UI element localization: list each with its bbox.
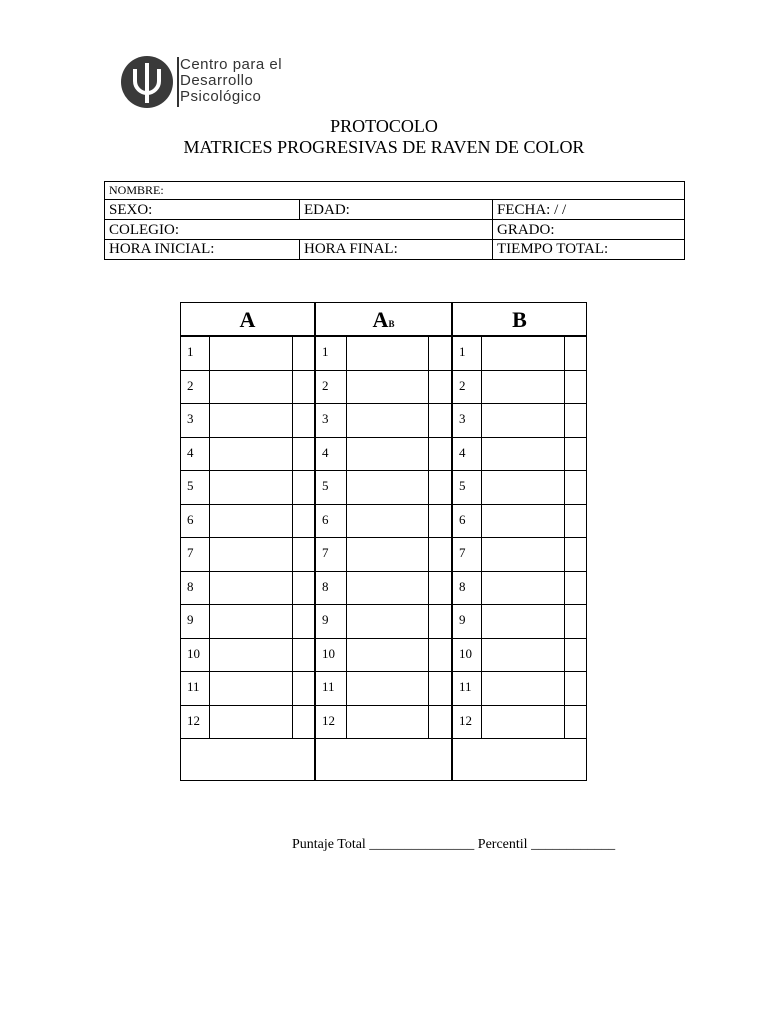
item-number: 12 bbox=[459, 712, 472, 728]
answer-row bbox=[316, 706, 451, 740]
sexo-field[interactable]: SEXO: bbox=[109, 202, 153, 218]
score-cell[interactable] bbox=[429, 538, 451, 571]
answer-cell[interactable] bbox=[210, 505, 292, 538]
answer-row bbox=[453, 639, 586, 673]
answer-row bbox=[453, 572, 586, 606]
answer-row bbox=[453, 337, 586, 371]
score-cell[interactable] bbox=[565, 572, 586, 605]
item-number: 2 bbox=[187, 377, 194, 393]
item-number: 1 bbox=[459, 344, 466, 359]
score-cell[interactable] bbox=[429, 572, 451, 605]
answer-row bbox=[181, 672, 314, 706]
score-cell[interactable] bbox=[293, 337, 314, 370]
score-cell[interactable] bbox=[293, 371, 314, 404]
item-number: 8 bbox=[459, 578, 466, 594]
answer-row bbox=[181, 538, 314, 572]
score-cell[interactable] bbox=[565, 438, 586, 471]
answer-cell[interactable] bbox=[210, 471, 292, 504]
item-number: 12 bbox=[187, 712, 200, 728]
item-number: 7 bbox=[187, 545, 194, 560]
answer-cell[interactable] bbox=[482, 572, 564, 605]
item-number: 11 bbox=[322, 679, 335, 694]
column-header-label: A bbox=[372, 307, 389, 332]
answer-cell[interactable] bbox=[347, 572, 428, 605]
column-header-label: B bbox=[512, 307, 527, 332]
logo-line-1: Centro para el bbox=[180, 56, 283, 73]
nombre-field[interactable]: NOMBRE: bbox=[109, 183, 164, 197]
answer-row bbox=[181, 505, 314, 539]
answer-cell[interactable] bbox=[347, 505, 428, 538]
answer-row bbox=[453, 538, 586, 572]
answer-cell[interactable] bbox=[210, 605, 292, 638]
score-cell[interactable] bbox=[565, 672, 586, 705]
grado-field[interactable]: GRADO: bbox=[492, 220, 684, 239]
score-cell[interactable] bbox=[293, 471, 314, 504]
answer-cell[interactable] bbox=[210, 404, 292, 437]
fecha-field[interactable]: FECHA: / / bbox=[492, 200, 684, 219]
score-cell[interactable] bbox=[565, 605, 586, 638]
answer-row bbox=[181, 572, 314, 606]
score-cell[interactable] bbox=[429, 672, 451, 705]
info-row-colegio bbox=[105, 220, 684, 240]
answer-cell[interactable] bbox=[482, 337, 564, 370]
answer-row bbox=[181, 371, 314, 405]
info-row-sexo bbox=[105, 200, 684, 220]
section-ab bbox=[316, 303, 453, 780]
score-cell[interactable] bbox=[429, 706, 451, 739]
answer-row bbox=[453, 404, 586, 438]
edad-field[interactable]: EDAD: bbox=[299, 200, 492, 219]
answer-cell[interactable] bbox=[482, 438, 564, 471]
answer-cell[interactable] bbox=[482, 505, 564, 538]
score-cell[interactable] bbox=[429, 605, 451, 638]
item-number: 10 bbox=[322, 645, 335, 661]
answer-cell[interactable] bbox=[210, 337, 292, 370]
colegio-field[interactable]: COLEGIO: bbox=[109, 222, 179, 238]
column-header-label: A bbox=[239, 307, 256, 332]
score-cell[interactable] bbox=[429, 505, 451, 538]
answer-cell[interactable] bbox=[482, 706, 564, 739]
logo-text bbox=[180, 57, 282, 105]
score-cell[interactable] bbox=[429, 337, 451, 370]
answer-cell[interactable] bbox=[482, 538, 564, 571]
item-number: 12 bbox=[322, 712, 335, 728]
section-a bbox=[181, 303, 316, 780]
score-cell[interactable] bbox=[429, 404, 451, 437]
answer-row bbox=[316, 337, 451, 371]
hora-inicial-field[interactable]: HORA INICIAL: bbox=[109, 241, 215, 257]
item-number: 3 bbox=[322, 411, 329, 426]
score-cell[interactable] bbox=[293, 706, 314, 739]
answer-row bbox=[453, 672, 586, 706]
answer-cell[interactable] bbox=[347, 337, 428, 370]
item-number: 10 bbox=[459, 645, 472, 661]
page-title: PROTOCOLO bbox=[330, 116, 438, 136]
column-header-ab bbox=[316, 303, 451, 337]
item-number: 9 bbox=[459, 612, 466, 627]
item-number: 11 bbox=[187, 679, 200, 694]
score-cell[interactable] bbox=[293, 538, 314, 571]
answer-row bbox=[316, 371, 451, 405]
column-header-sub: B bbox=[388, 319, 395, 329]
score-cell[interactable] bbox=[429, 371, 451, 404]
item-number: 4 bbox=[187, 444, 194, 460]
answer-cell[interactable] bbox=[210, 371, 292, 404]
answer-cell[interactable] bbox=[347, 438, 428, 471]
section-total-cell[interactable] bbox=[181, 745, 314, 780]
logo-line-3: Psicológico bbox=[180, 88, 262, 105]
item-number: 4 bbox=[322, 444, 329, 460]
score-cell[interactable] bbox=[429, 639, 451, 672]
score-cell[interactable] bbox=[293, 404, 314, 437]
answer-row bbox=[453, 371, 586, 405]
item-number: 11 bbox=[459, 679, 472, 694]
answer-cell[interactable] bbox=[347, 639, 428, 672]
answer-row bbox=[181, 404, 314, 438]
score-cell[interactable] bbox=[565, 505, 586, 538]
score-cell[interactable] bbox=[429, 471, 451, 504]
answer-row bbox=[453, 471, 586, 505]
answer-row bbox=[453, 706, 586, 740]
answer-cell[interactable] bbox=[347, 706, 428, 739]
tiempo-total-field[interactable]: TIEMPO TOTAL: bbox=[492, 240, 684, 259]
answer-cell[interactable] bbox=[347, 538, 428, 571]
answer-cell[interactable] bbox=[347, 605, 428, 638]
column-header-b bbox=[453, 303, 586, 337]
score-cell[interactable] bbox=[565, 639, 586, 672]
answer-cell[interactable] bbox=[482, 404, 564, 437]
answer-row bbox=[181, 706, 314, 740]
answer-row bbox=[181, 605, 314, 639]
item-number: 5 bbox=[322, 478, 329, 493]
answer-cell[interactable] bbox=[210, 538, 292, 571]
answer-cell[interactable] bbox=[482, 371, 564, 404]
answer-cell[interactable] bbox=[347, 371, 428, 404]
score-cell[interactable] bbox=[293, 572, 314, 605]
score-cell[interactable] bbox=[293, 672, 314, 705]
answer-row bbox=[181, 438, 314, 472]
answer-row bbox=[316, 438, 451, 472]
item-number: 9 bbox=[187, 612, 194, 627]
answer-cell[interactable] bbox=[347, 404, 428, 437]
answer-row bbox=[316, 572, 451, 606]
answer-cell[interactable] bbox=[482, 639, 564, 672]
item-number: 6 bbox=[322, 511, 329, 527]
item-number: 6 bbox=[187, 511, 194, 527]
logo-divider bbox=[177, 57, 179, 107]
score-cell[interactable] bbox=[565, 404, 586, 437]
answer-cell[interactable] bbox=[347, 672, 428, 705]
column-header-a bbox=[181, 303, 314, 337]
logo bbox=[120, 55, 283, 110]
answer-row bbox=[316, 505, 451, 539]
answer-row bbox=[181, 639, 314, 673]
answer-cell[interactable] bbox=[482, 471, 564, 504]
answer-row bbox=[453, 505, 586, 539]
answer-row bbox=[181, 337, 314, 371]
item-number: 2 bbox=[459, 377, 466, 393]
answer-cell[interactable] bbox=[210, 639, 292, 672]
score-cell[interactable] bbox=[429, 438, 451, 471]
score-cell[interactable] bbox=[565, 538, 586, 571]
item-number: 10 bbox=[187, 645, 200, 661]
answer-cell[interactable] bbox=[210, 706, 292, 739]
item-number: 5 bbox=[187, 478, 194, 493]
score-cell[interactable] bbox=[293, 639, 314, 672]
score-cell[interactable] bbox=[293, 505, 314, 538]
item-number: 4 bbox=[459, 444, 466, 460]
answer-row bbox=[181, 471, 314, 505]
score-footer: Puntaje Total _______________ Percentil ____________ bbox=[292, 837, 616, 852]
page-subtitle: MATRICES PROGRESIVAS DE RAVEN DE COLOR bbox=[183, 137, 585, 157]
answer-row bbox=[316, 672, 451, 706]
item-number: 6 bbox=[459, 511, 466, 527]
item-number: 3 bbox=[187, 411, 194, 426]
item-number: 8 bbox=[322, 578, 329, 594]
item-number: 8 bbox=[187, 578, 194, 594]
item-number: 1 bbox=[187, 344, 194, 359]
info-row-nombre bbox=[105, 182, 684, 200]
answer-row bbox=[316, 538, 451, 572]
info-row-hora bbox=[105, 240, 684, 259]
answer-cell[interactable] bbox=[482, 672, 564, 705]
section-b bbox=[453, 303, 586, 780]
item-number: 7 bbox=[322, 545, 329, 560]
item-number: 7 bbox=[459, 545, 466, 560]
answer-grid bbox=[180, 302, 587, 781]
answer-row bbox=[316, 605, 451, 639]
psi-logo-icon bbox=[120, 55, 174, 109]
answer-cell[interactable] bbox=[210, 572, 292, 605]
section-total-cell[interactable] bbox=[316, 745, 451, 780]
section-total-cell[interactable] bbox=[453, 745, 586, 780]
item-number: 9 bbox=[322, 612, 329, 627]
answer-row bbox=[316, 639, 451, 673]
score-cell[interactable] bbox=[293, 605, 314, 638]
answer-row bbox=[316, 471, 451, 505]
answer-cell[interactable] bbox=[347, 471, 428, 504]
logo-line-2: Desarrollo bbox=[180, 72, 254, 89]
score-cell[interactable] bbox=[565, 371, 586, 404]
score-cell[interactable] bbox=[293, 438, 314, 471]
score-cell[interactable] bbox=[565, 337, 586, 370]
answer-row bbox=[453, 605, 586, 639]
info-table bbox=[104, 181, 685, 260]
item-number: 1 bbox=[322, 344, 329, 359]
score-cell[interactable] bbox=[565, 471, 586, 504]
answer-row bbox=[316, 404, 451, 438]
item-number: 5 bbox=[459, 478, 466, 493]
answer-row bbox=[453, 438, 586, 472]
score-cell[interactable] bbox=[565, 706, 586, 739]
answer-cell[interactable] bbox=[482, 605, 564, 638]
answer-cell[interactable] bbox=[210, 672, 292, 705]
answer-cell[interactable] bbox=[210, 438, 292, 471]
item-number: 2 bbox=[322, 377, 329, 393]
hora-final-field[interactable]: HORA FINAL: bbox=[299, 240, 492, 259]
item-number: 3 bbox=[459, 411, 466, 426]
